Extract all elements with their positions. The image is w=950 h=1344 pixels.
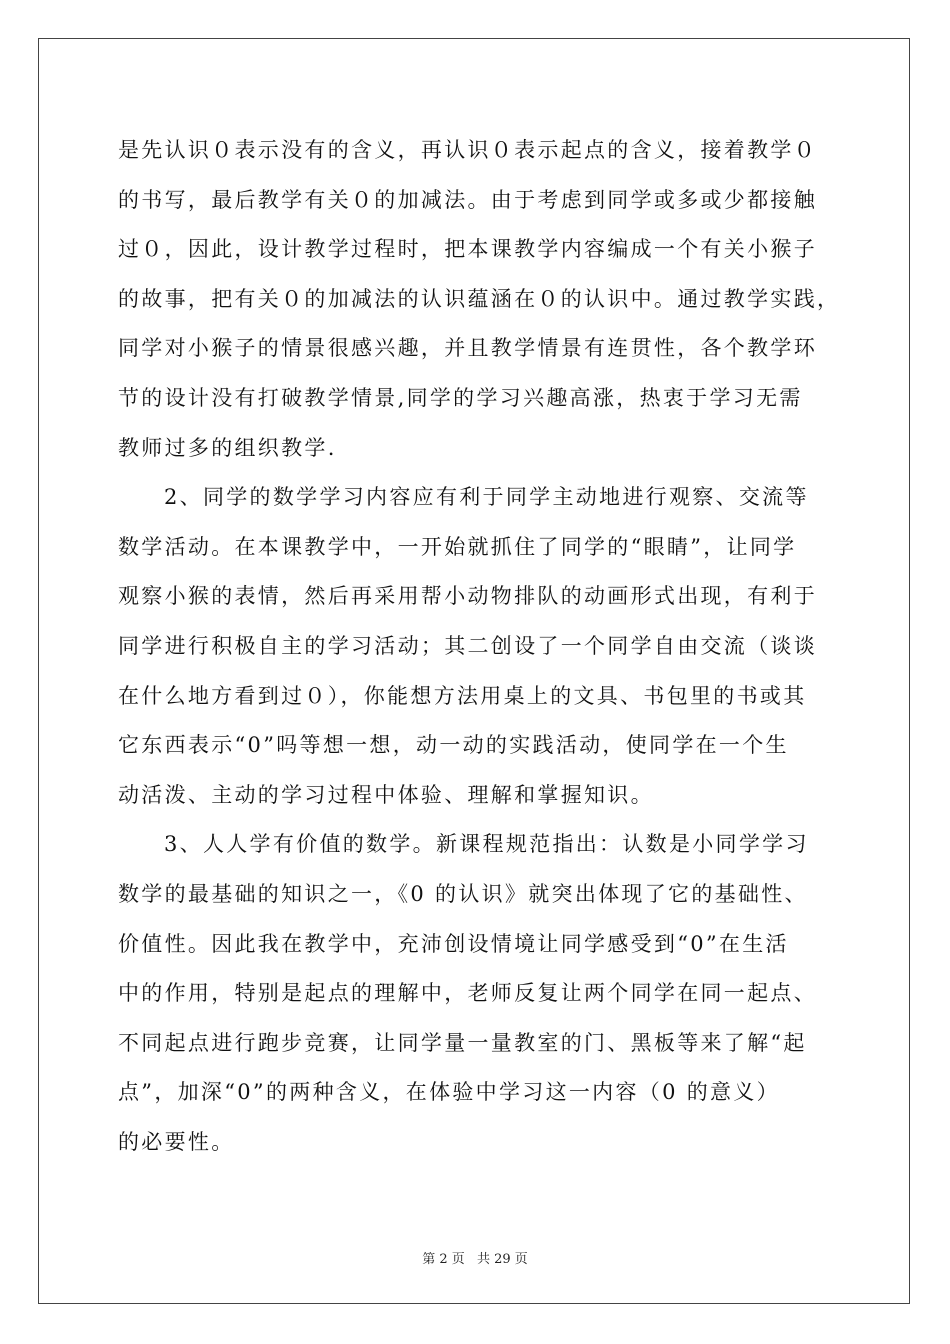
paragraph-1	[118, 126, 841, 473]
text-line: 教师过多的组织教学.	[118, 435, 337, 460]
paragraph-3	[118, 820, 838, 1167]
text-line: 数学活动。在本课教学中，一开始就抓住了同学的“眼睛”，让同学	[118, 534, 797, 559]
text-line: 观察小猴的表情，然后再采用帮小动物排队的动画形式出现，有利于	[118, 584, 817, 609]
page-number: 第 2 页	[422, 1252, 465, 1267]
text-line: 它东西表示“0”吗等想一想，动一动的实践活动，使同学在一个生	[118, 733, 789, 758]
text-line: 不同起点进行跑步竞赛，让同学量一量教室的门、黑板等来了解“起	[118, 1030, 807, 1055]
text-line: 价值性。因此我在教学中，充沛创设情境让同学感受到“0”在生活	[118, 931, 789, 956]
text-line: 2、同学的数学学习内容应有利于同学主动地进行观察、交流等	[164, 485, 809, 510]
page-total: 共 29 页	[476, 1252, 528, 1267]
text-line: 同学进行积极自主的学习活动；其二创设了一个同学自由交流（谈谈	[118, 633, 817, 658]
text-line: 是先认识０表示没有的含义，再认识０表示起点的含义，接着教学０	[118, 138, 817, 162]
text-line: 点”，加深“0”的两种含义，在体验中学习这一内容（0 的意义）	[118, 1080, 780, 1105]
paragraph-2	[118, 473, 838, 820]
text-line: 的故事，把有关０的加减法的认识蕴涵在０的认识中。通过教学实践，	[118, 286, 841, 311]
text-line: 动活泼、主动的学习过程中体验、理解和掌握知识。	[118, 782, 654, 807]
text-line: 数学的最基础的知识之一，《0 的认识》就突出体现了它的基础性、	[118, 881, 808, 906]
text-line: 节的设计没有打破教学情景,同学的学习兴趣高涨，热衷于学习无需	[118, 385, 803, 410]
text-line: 的书写，最后教学有关０的加减法。由于考虑到同学或多或少都接触	[118, 187, 817, 212]
text-line: 同学对小猴子的情景很感兴趣，并且教学情景有连贯性，各个教学环	[118, 336, 817, 361]
text-line: 在什么地方看到过０），你能想方法用桌上的文具、书包里的书或其	[118, 683, 807, 708]
page-footer	[0, 1248, 950, 1267]
document-body	[118, 126, 841, 1167]
text-line: 过０，因此，设计教学过程时，把本课教学内容编成一个有关小猴子	[118, 237, 817, 262]
text-line: 中的作用，特别是起点的理解中，老师反复让两个同学在同一起点、	[118, 981, 817, 1006]
text-line: 3、人人学有价值的数学。新课程规范指出：认数是小同学学习	[164, 832, 809, 857]
text-line: 的必要性。	[118, 1129, 235, 1154]
